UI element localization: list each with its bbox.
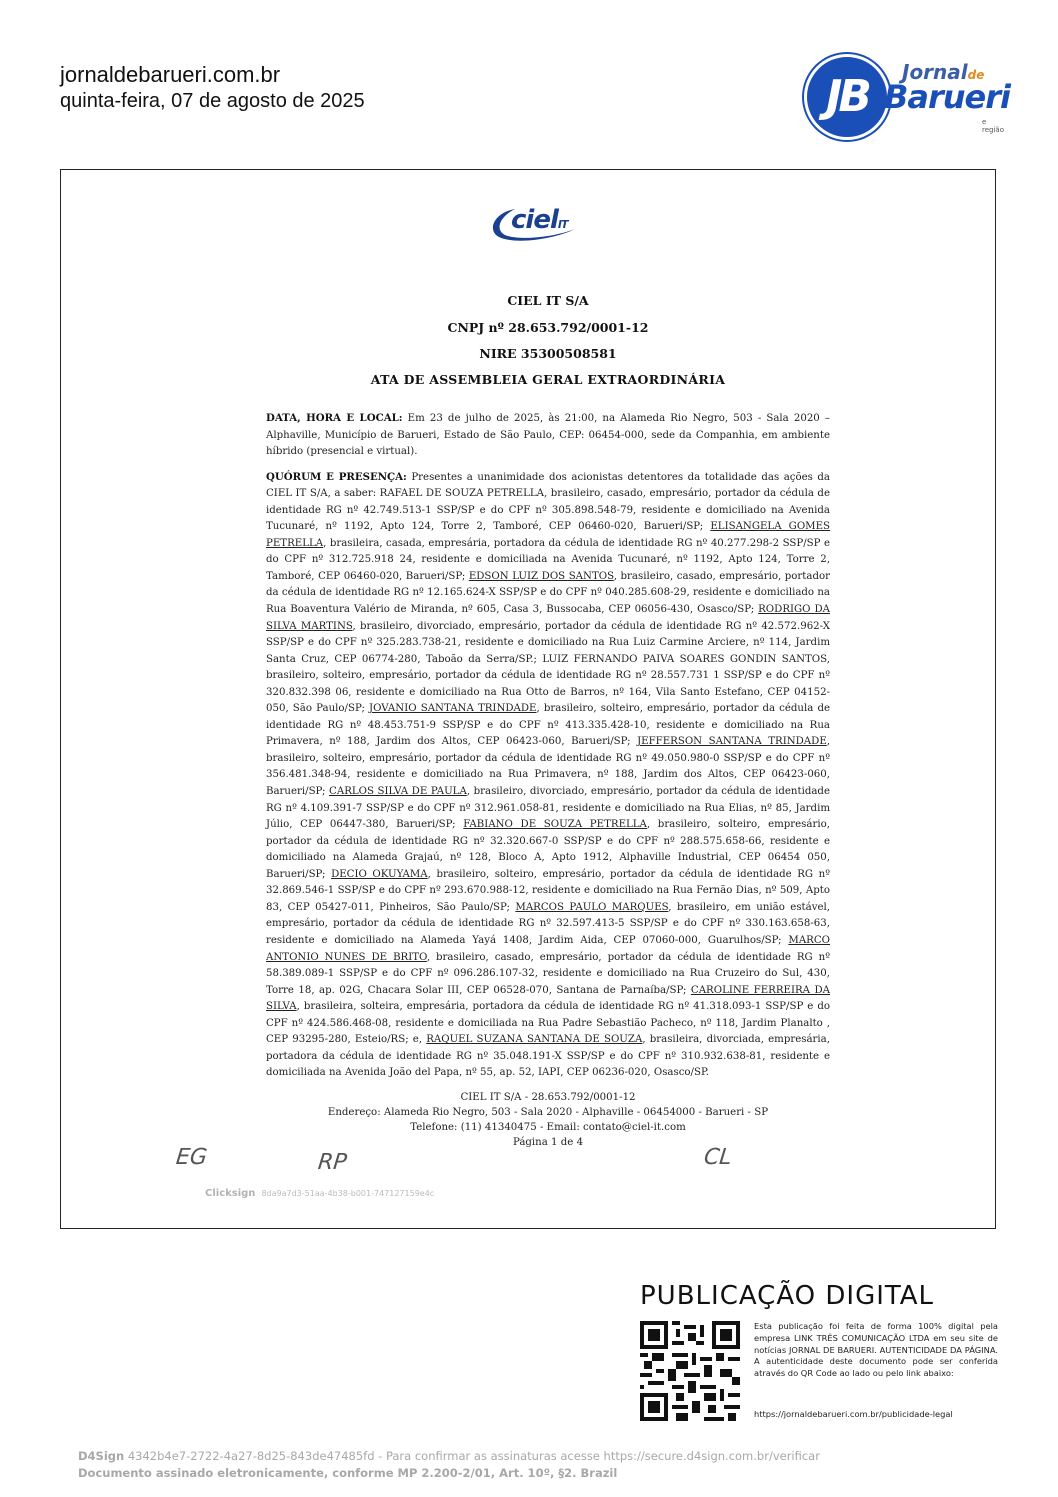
shareholder-name: JOVANIO SANTANA TRINDADE (369, 703, 537, 715)
d4sign-line2: Documento assinado eletronicamente, conforme MP 2.200-2/01, Art. 10º, §2. Brazil (78, 1466, 618, 1480)
brand-de: de (967, 68, 985, 82)
shareholder-name: ELISANGELA GOMES PETRELLA (266, 521, 831, 549)
nire: NIRE 35300508581 (479, 346, 617, 361)
shareholder-name: CARLOS SILVA DE PAULA (329, 786, 467, 798)
document-title: ATA DE ASSEMBLEIA GERAL EXTRAORDINÁRIA (370, 372, 726, 387)
clicksign-stamp (205, 1188, 434, 1199)
publication-title: PUBLICAÇÃO DIGITAL (640, 1281, 935, 1311)
shareholder-name: RODRIGO DA SILVA MARTINS (266, 604, 831, 632)
footer-address: Endereço: Alameda Rio Negro, 503 - Sala 2020 - Alphaville - 06454000 - Barueri - SP (327, 1107, 769, 1118)
document-body (266, 410, 830, 1090)
paragraph-data-hora-local: DATA, HORA E LOCAL: Em 23 de julho de 2025, às 21:00, na Alameda Rio Negro, 503 - Sala 2020 – Alphaville, Município de Barueri, Estado de São Paulo, CEP: 06454-000, sede da Companhia, em ambiente híbrido (presencial e virtual). (266, 412, 830, 458)
clicksign-hash: 8da9a7d3-51aa-4b38-b001-747127159e4c (261, 1189, 435, 1198)
d4sign-line1: D4Sign 4342b4e7-2722-4a27-8d25-843de47485fd - Para confirmar as assinaturas acesse https://secure.d4sign.com.br/verificar (78, 1449, 820, 1463)
publication-date: quinta-feira, 07 de agosto de 2025 (60, 90, 365, 112)
company-name: CIEL IT S/A (507, 293, 589, 308)
shareholder-name: MARCOS PAULO MARQUES (515, 901, 669, 913)
cnpj: CNPJ nº 28.653.792/0001-12 (447, 320, 649, 335)
initials-eg: EG (174, 1145, 209, 1170)
jornal-de-barueri-logo (804, 52, 1010, 136)
clicksign-brand: Clicksign (205, 1188, 256, 1199)
site-url: jornaldebarueri.com.br (60, 62, 281, 87)
ciel-wordmark: cielIT (511, 205, 568, 235)
shareholder-name: DECIO OKUYAMA (331, 868, 428, 880)
shareholder-name: JEFFERSON SANTANA TRINDADE (637, 736, 827, 748)
initials-cl: CL (702, 1145, 733, 1170)
shareholder-name: EDSON LUIZ DOS SANTOS (468, 570, 614, 582)
label-data-hora-local: DATA, HORA E LOCAL: (266, 412, 403, 424)
footer-company: CIEL IT S/A - 28.653.792/0001-12 (460, 1092, 636, 1103)
jb-monogram: JB (804, 54, 890, 140)
footer-page-number: Página 1 de 4 (512, 1137, 584, 1148)
paragraph-quorum: QUÓRUM E PRESENÇA: Presentes a unanimidade dos acionistas detentores da totalidade das ações da CIEL IT S/A, a saber: RAFAEL DE SOUZA PETRELLA, brasileiro, casado, empresário, portador da cédula de identidade RG nº 42.749.513-1 SSP/SP e do CPF nº 305.898.548-79, residente e domiciliado na Avenida Tucunaré, nº 1192, Apto 124, Torre 2, Tamboré, CEP 06460-020, Barueri/SP; ELISANGELA GOMES PETRELLA, brasileira, casada, empresária, portadora da cédula de identidade RG nº 40.277.298-2 SSP/SP e do CPF nº 312.725.918 24, residente e domiciliada na Avenida Tucunaré, nº 1192, Apto 124, Torre 2, Tamboré, CEP 06460-020, Barueri/SP; EDSON LUIZ DOS SANTOS, brasileiro, casado, empresário, portador da cédula de identidade RG nº 12.165.624-X SSP/SP e do CPF nº 040.285.608-29, residente e domiciliado na Rua Boaventura Valério de Miranda, nº 605, Casa 3, Bussocaba, CEP 06056-430, Osasco/SP; RODRIGO DA SILVA MARTINS, brasileiro, divorciado, empresário, portador da cédula de identidade RG nº 42.572.962-X SSP/SP e do CPF nº 325.283.738-21, residente e domiciliado na Rua Luiz Carmine Arciere, nº 114, Jardim Santa Cruz, CEP 06774-280, Taboão da Serra/SP.; LUIZ FERNANDO PAIVA SOARES GONDIN SANTOS, brasileiro, solteiro, empresário, portador da cédula de identidade RG nº 28.557.731 1 SSP/SP e do CPF nº 320.832.398 06, residente e domiciliado na Rua Otto de Barros, nº 164, Vila Santo Estefano, CEP 04152-050, São Paulo/SP; JOVANIO SANTANA TRINDADE, brasileiro, solteiro, empresário, portador da cédula de identidade RG nº 48.453.751-9 SSP/SP e do CPF nº 413.335.428-10, residente e domiciliado na Rua Primavera, nº 188, Jardim dos Altos, CEP 06423-060, Barueri/SP; JEFFERSON SANTANA TRINDADE, brasileiro, solteiro, empresário, portador da cédula de identidade RG nº 49.050.980-0 SSP/SP e do CPF nº 356.481.348-94, residente e domiciliado na Rua Primavera, nº 188, Jardim dos Altos, CEP 06423-060, Barueri/SP; CARLOS SILVA DE PAULA, brasileiro, divorciado, empresário, portador da cédula de identidade RG nº 4.109.391-7 SSP/SP e do CPF nº 312.961.058-81, residente e domiciliado na Rua Elias, nº 85, Jardim Júlio, CEP 06447-380, Barueri/SP; FABIANO DE SOUZA PETRELLA, brasileiro, solteiro, empresário, portador da cédula de identidade RG nº 32.320.667-0 SSP/SP e do CPF nº 288.575.658-66, residente e domiciliado na Alameda Grajaú, nº 128, Bloco A, Apto 1912, Alphaville Industrial, CEP 06454 050, Barueri/SP; DECIO OKUYAMA, brasileiro, solteiro, empresário, portador da cédula de identidade RG nº 32.869.546-1 SSP/SP e do CPF nº 293.670.988-12, residente e domiciliado na Rua Fernão Dias, nº 509, Apto 83, CEP 05427-011, Pinheiros, São Paulo/SP; MARCOS PAULO MARQUES, brasileiro, em união estável, empresário, portador da cédula de identidade RG nº 32.597.413-5 SSP/SP e do CPF nº 330.163.658-63, residente e domiciliado na Alameda Yayá 1408, Jardim Aida, CEP 07060-000, Guarulhos/SP; MARCO ANTONIO NUNES DE BRITO, brasileiro, casado, empresário, portador da cédula de identidade RG nº 58.389.089-1 SSP/SP e do CPF nº 096.286.107-32, residente e domiciliado na Rua Cruzeiro do Sul, 430, Torre 18, ap. 02G, Chacara Solar III, CEP 06528-070, Santana de Parnaíba/SP; CAROLINE FERREIRA DA SILVA, brasileira, solteira, empresária, portadora da cédula de identidade RG nº 41.318.093-1 SSP/SP e do CPF nº 424.586.468-08, residente e domiciliada na Rua Padre Sebastião Pacheco, nº 118, Jardim Planalto , CEP 93295-280, Esteio/RS; e, RAQUEL SUZANA SANTANA DE SOUZA, brasileira, divorciada, empresária, portadora da cédula de identidade RG nº 35.048.191-X SSP/SP e do CPF nº 310.932.638-81, residente e domiciliada na Avenida João del Papa, nº 55, ap. 52, IAPI, CEP 06236-020, Osasco/SP. (266, 470, 831, 1079)
brand-barueri: Barueri (884, 78, 1010, 116)
d4sign-footer (78, 1448, 820, 1482)
site-header (60, 62, 365, 114)
document-footer (266, 1090, 830, 1150)
shareholder-name: CAROLINE FERREIRA DA SILVA (266, 984, 830, 1013)
brand-jornal: Jornalde (902, 60, 985, 84)
qr-code-icon[interactable] (640, 1321, 740, 1421)
shareholder-name: RAQUEL SUZANA SANTANA DE SOUZA (426, 1034, 643, 1046)
label-quorum: QUÓRUM E PRESENÇA: (266, 470, 407, 483)
brand-regiao: e região (982, 118, 1004, 134)
ciel-it-logo (485, 203, 577, 247)
publication-link[interactable]: https://jornaldebarueri.com.br/publicidade-legal (754, 1409, 953, 1419)
initials-rp: RP (316, 1150, 348, 1175)
shareholder-name: MARCO ANTONIO NUNES DE BRITO (266, 934, 830, 963)
footer-contact: Telefone: (11) 41340475 - Email: contato@ciel-it.com (410, 1122, 686, 1133)
shareholder-name: FABIANO DE SOUZA PETRELLA (463, 819, 647, 831)
d4sign-brand: D4Sign (78, 1449, 125, 1463)
publication-description: Esta publicação foi feita de forma 100% digital pela empresa LINK TRÊS COMUNICAÇÃO LTDA em seu site de notícias JORNAL DE BARUERI. AUTENTICIDADE DA PÁGINA. A autenticidade deste documento pode ser conferida através do QR Code ao lado ou pelo link abaixo: (754, 1321, 998, 1379)
